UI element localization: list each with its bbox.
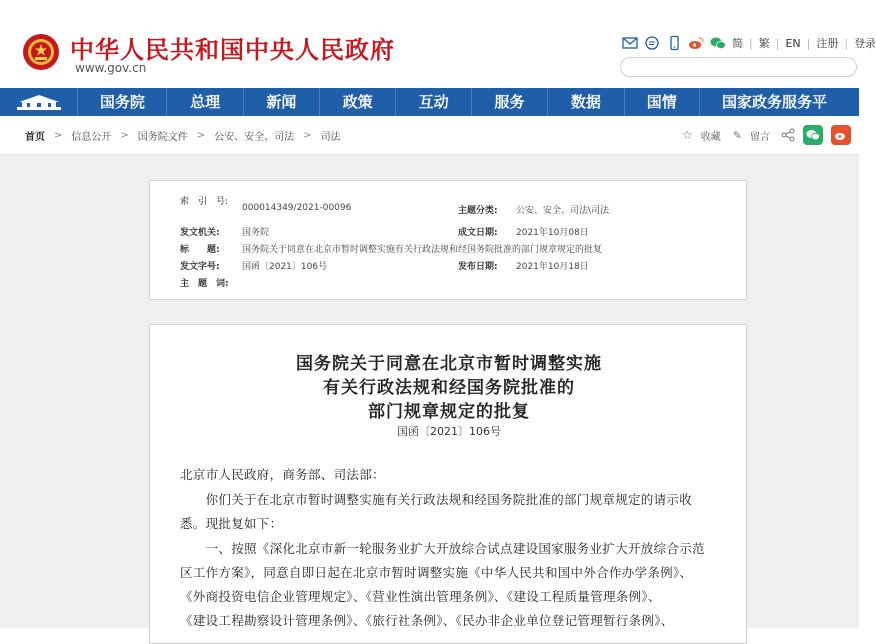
register-link[interactable]: 注册 [816,37,839,50]
site-header [0,0,876,88]
site-url[interactable]: www.gov.cn [75,61,147,75]
category-value: 公安、安全、司法\司法 [516,206,610,216]
created-date-label: 成文日期: [458,228,498,238]
national-emblem-icon[interactable] [22,33,60,71]
breadcrumb-item[interactable]: 公安、安全、司法 [214,132,295,143]
lang-simplified-link[interactable]: 简 [732,37,743,50]
paragraph-line: 区工作方案》，同意自即日起在北京市暂时调整实施《中华人民共和国中外合作办学条例》、 [180,565,693,580]
chat-icon[interactable] [644,36,660,50]
document-title-line: 部门规章规定的批复 [368,402,530,422]
nav-item-services[interactable]: 服务 [472,88,548,116]
document-number: 国函〔2021〕106号 [397,425,501,438]
breadcrumb-item[interactable]: 信息公开 [71,132,112,143]
divider: | [775,36,780,50]
mobile-icon[interactable] [666,36,682,50]
favorite-link[interactable]: 收藏 [700,131,721,143]
document-metadata-table [149,180,747,300]
share-toolbar [682,125,851,145]
mail-icon[interactable] [622,36,638,50]
paragraph-line: 《建设工程勘察设计管理条例》、《旅行社条例》、《民办非企业单位登记管理暂行条例》、 [180,613,674,628]
document-title-line: 有关行政法规和经国务院批准的 [323,378,575,398]
title-value: 国务院关于同意在北京市暂时调整实施有关行政法规和经国务院批准的部门规章规定的批复 [242,245,603,255]
lang-traditional-link[interactable]: 繁 [758,37,770,50]
category-label: 主题分类: [458,206,498,216]
site-title[interactable]: 中华人民共和国中央人民政府 [70,36,395,64]
paragraph-line: 一、按照《深化北京市新一轮服务业扩大开放综合试点建设国家服务业扩大开放综合示范 [180,541,705,556]
breadcrumb-item[interactable]: 司法 [320,132,341,143]
published-date-label: 发布日期: [458,262,498,272]
weibo-share-icon[interactable] [831,125,851,145]
chevron-right-icon: > [196,130,206,141]
nav-item-news[interactable]: 新闻 [244,88,320,116]
tiananmen-logo-icon[interactable] [0,88,78,116]
star-icon[interactable]: ☆ [682,128,693,142]
nav-item-policy[interactable]: 政策 [320,88,396,116]
paragraph-line: 《外商投资电信企业管理规定》、《营业性演出管理条例》、《建设工程质量管理条例》、 [180,589,661,604]
nav-item-national-info[interactable]: 国情 [625,88,700,116]
breadcrumb-item[interactable]: 国务院文件 [137,132,188,143]
lang-english-link[interactable]: EN [785,36,801,50]
nav-item-premier[interactable]: 总理 [167,88,243,116]
chevron-right-icon: > [120,130,129,141]
weibo-icon[interactable] [688,36,704,50]
paragraph-line: 悉。现批复如下： [180,516,283,531]
nav-item-interaction[interactable]: 互动 [396,88,471,116]
header-toolbar [622,34,876,52]
divider: | [749,36,753,50]
comment-link[interactable]: 留言 [749,131,770,143]
doc-number-label: 发文字号: [180,262,220,272]
doc-number-value: 国函〔2021〕106号 [242,262,328,272]
chevron-right-icon: > [54,130,63,141]
document-title-line: 国务院关于同意在北京市暂时调整实施 [296,354,602,374]
index-value: 000014349/2021-00096 [242,203,352,213]
salutation: 北京市人民政府，商务部、司法部： [180,467,385,482]
title-label: 标 题: [180,245,220,255]
issuer-value: 国务院 [242,228,270,238]
issuer-label: 发文机关: [180,228,220,238]
share-icon[interactable] [781,128,795,142]
subject-words-label: 主 题 词: [180,279,229,289]
nav-item-data[interactable]: 数据 [548,88,624,116]
created-date-value: 2021年10月08日 [516,228,589,238]
published-date-value: 2021年10月18日 [516,262,589,272]
pen-icon[interactable]: ✎ [732,128,742,142]
nav-item-gov-service-platform[interactable]: 国家政务服务平 [721,93,827,111]
breadcrumb-home[interactable]: 首页 [25,132,45,143]
document-body [149,324,747,644]
index-label: 索 引 号: [180,197,229,207]
chevron-right-icon: > [303,130,312,141]
main-nav [0,88,859,116]
divider: | [844,36,849,50]
nav-item-state-council[interactable]: 国务院 [78,88,167,116]
search-input[interactable] [620,57,857,77]
wechat-icon[interactable] [710,36,726,50]
login-link[interactable]: 登录 [854,37,876,50]
breadcrumb [25,128,341,143]
paragraph-line: 你们关于在北京市暂时调整实施有关行政法规和经国务院批准的部门规章规定的请示收 [180,492,693,507]
wechat-share-icon[interactable] [803,125,823,145]
divider: | [806,36,811,50]
